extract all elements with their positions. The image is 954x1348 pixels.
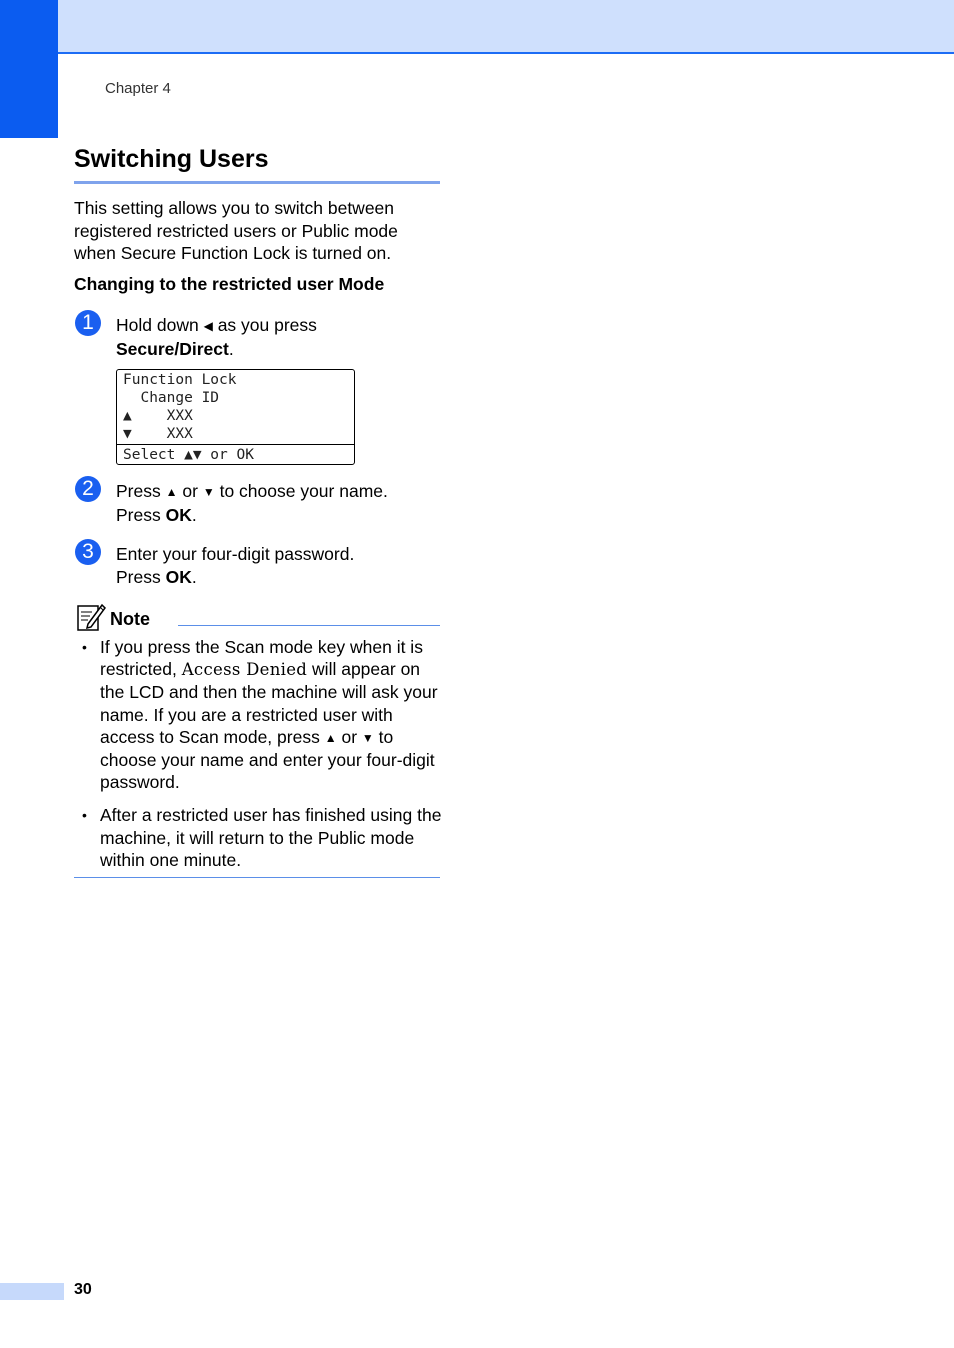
step-3-text-a: Enter your four-digit password. bbox=[116, 544, 355, 564]
step-2-badge: 2 bbox=[75, 476, 101, 502]
header-band bbox=[58, 0, 954, 54]
page-number: 30 bbox=[74, 1281, 92, 1298]
subheading: Changing to the restricted user Mode bbox=[74, 274, 385, 294]
note-item-2: • After a restricted user has finished using the machine, it will return to the Public mode within one minute. bbox=[82, 804, 444, 871]
note-list bbox=[82, 636, 444, 871]
note-item-1 bbox=[82, 636, 444, 793]
footer-band bbox=[0, 1283, 64, 1300]
down-arrow-icon: ▼ bbox=[202, 485, 215, 499]
up-arrow-icon: ▲ bbox=[324, 730, 337, 745]
step-1-tail: . bbox=[228, 338, 234, 359]
step-2-tail: . bbox=[191, 504, 197, 525]
step-1-key: Secure/Direct bbox=[116, 338, 229, 359]
lcd-display bbox=[116, 369, 355, 465]
left-arrow-icon: ◀ bbox=[203, 319, 213, 333]
step-3-badge: 3 bbox=[75, 539, 101, 565]
chapter-label: Chapter 4 bbox=[105, 80, 171, 97]
step-1-text bbox=[116, 314, 446, 360]
step-1-text-b: as you press bbox=[217, 315, 317, 335]
step-3-press: Press bbox=[116, 566, 161, 587]
note-rule-top bbox=[178, 625, 440, 626]
lcd-line-1: Function Lock bbox=[123, 372, 237, 388]
step-2-text-or: or bbox=[182, 481, 198, 501]
note-item-1-a: If you press the Scan mode key when it is restricted, bbox=[100, 637, 423, 680]
lcd-footer-bar bbox=[117, 444, 354, 465]
lcd-line-2: Change ID bbox=[123, 390, 220, 406]
step-1-text-a: Hold down bbox=[116, 315, 199, 335]
note-item-1-c: to choose your name and enter your four-digit password. bbox=[100, 726, 435, 793]
up-arrow-icon: ▲ bbox=[165, 485, 178, 499]
step-2-press: Press bbox=[116, 504, 161, 525]
section-title: Switching Users bbox=[74, 145, 269, 173]
intro-paragraph: This setting allows you to switch between registered restricted users or Public mode when Secure Function Lock is turned on. bbox=[74, 198, 398, 263]
note-label: Note bbox=[110, 609, 150, 629]
note-item-1-b: will appear on the LCD and then the machine will ask your name. If you are a restricted user with access to Scan mode, press bbox=[100, 659, 438, 747]
step-3-text bbox=[116, 543, 446, 588]
pencil-note-icon bbox=[76, 602, 106, 632]
lcd-message-code: Access Denied bbox=[181, 660, 308, 680]
title-underline bbox=[74, 181, 440, 184]
chapter-tab bbox=[0, 0, 58, 138]
step-2-key: OK bbox=[165, 504, 192, 525]
step-1-badge: 1 bbox=[75, 310, 101, 336]
step-2-text-a: Press bbox=[116, 481, 161, 501]
note-rule-bottom bbox=[74, 877, 440, 878]
note-item-1-or: or bbox=[341, 726, 358, 747]
step-2-text bbox=[116, 480, 446, 526]
step-2-text-b: to choose your name. bbox=[219, 481, 388, 501]
step-3-tail: . bbox=[191, 566, 197, 587]
lcd-line-3: ▲ XXX bbox=[123, 408, 193, 424]
step-3-key: OK bbox=[165, 566, 192, 587]
lcd-line-4: ▼ XXX bbox=[123, 426, 193, 442]
down-arrow-icon: ▼ bbox=[361, 730, 374, 745]
lcd-footer: Select ▲▼ or OK bbox=[123, 447, 254, 463]
